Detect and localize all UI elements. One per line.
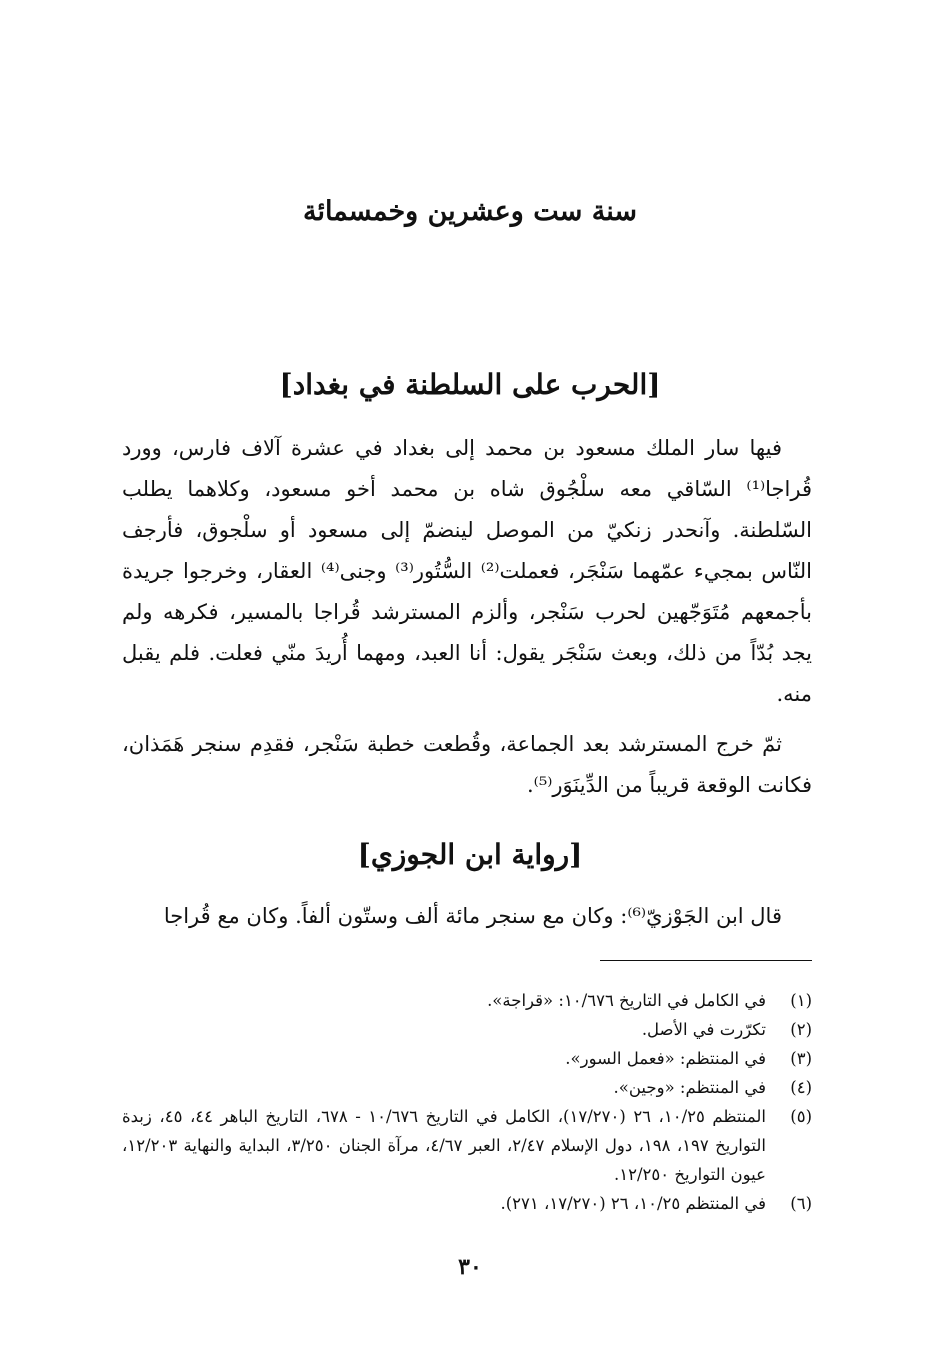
footnote-text: في المنتظم: «وجين». [613,1078,766,1097]
footnote-text: المنتظم ١٠/٢٥، ٢٦ (١٧/٢٧٠)، الكامل في التاريخ ١٠/٦٧٦ - ٦٧٨، التاريخ الباهر ٤٤، ٤٥، زبدة التواريخ ١٩٧، ١٩٨، دول الإسلام ٢/٤٧، العبر ٤/٦٧، مرآة الجنان ٣/٢٥٠، البداية والنهاية ١٢/٢٠٣، عيون التواريخ ١٢/٢٥٠. [122,1107,767,1184]
paragraph-text: فيها سار الملك مسعود بن محمد إلى بغداد في عشرة آلاف فارس، وورد قُراجا⁽¹⁾ السّاقي معه سلْجُوق شاه بن محمد أخو مسعود، وكلاهما يطلب السّلطنة. وآنحدر زنكيّ من الموصل لينضمّ إلى مسعود أو سلْجوق، فأرجف النّاس بمجيء عمّهما سَنْجَر، فعملت⁽²⁾ السُّتُور⁽³⁾ وجنى⁽⁴⁾ العقار، وخرجوا جريدة بأجمعهم مُتَوَجّهين لحرب سَنْجر، وألزم المسترشد قُراجا بالمسير، فكرهه ولم يجد بُدّاً من ذلك، وبعث سَنْجَر يقول: أنا العبد، ومهما أُريدَ منّي فعلت. فلم يقبل منه. [122,436,812,706]
footnote-text: في الكامل في التاريخ ١٠/٦٧٦: «قراجة». [487,991,766,1010]
footnote-number: (٦) [790,1194,812,1213]
section-heading-ibn-jawzi: [رواية ابن الجوزي] [357,838,583,871]
footnote-2 [122,1015,812,1044]
footnote-3 [122,1044,812,1073]
footnote-6 [122,1189,812,1218]
paragraph-ibn-jawzi [122,896,812,937]
footnote-number: (٤) [790,1078,812,1097]
footnote-text: تكرّرت في الأصل. [641,1020,766,1039]
footnote-number: (٣) [790,1049,812,1068]
footnote-text: في المنتظم ١٠/٢٥، ٢٦ (١٧/٢٧٠، ٢٧١). [500,1194,766,1213]
paragraph-war-2 [122,724,812,806]
footnote-number: (٢) [790,1020,812,1039]
paragraph-war-1 [122,428,812,715]
footnote-text: في المنتظم: «فعمل السور». [565,1049,766,1068]
footnote-number: (٥) [790,1107,812,1126]
footnote-1 [122,986,812,1015]
section-heading-war: [الحرب على السلطنة في بغداد] [279,368,661,401]
footnote-number: (١) [790,991,812,1010]
year-title: سنة ست وعشرين وخمسمائة [302,196,638,227]
page-number: ٣٠ [458,1254,482,1280]
footnote-4 [122,1073,812,1102]
paragraph-text: ثمّ خرج المسترشد بعد الجماعة، وقُطعت خطبة سَنْجر، فقدِم سنجر هَمَذان، فكانت الوقعة قريباً من الدِّينَوَر⁽⁵⁾. [122,732,812,797]
footnotes [122,986,812,1218]
paragraph-text: قال ابن الجَوْزيّ⁽⁶⁾: وكان مع سنجر مائة ألف وستّون ألفاً. وكان مع قُراجا [163,904,782,928]
footnote-divider [600,960,812,961]
footnote-5 [122,1102,812,1189]
